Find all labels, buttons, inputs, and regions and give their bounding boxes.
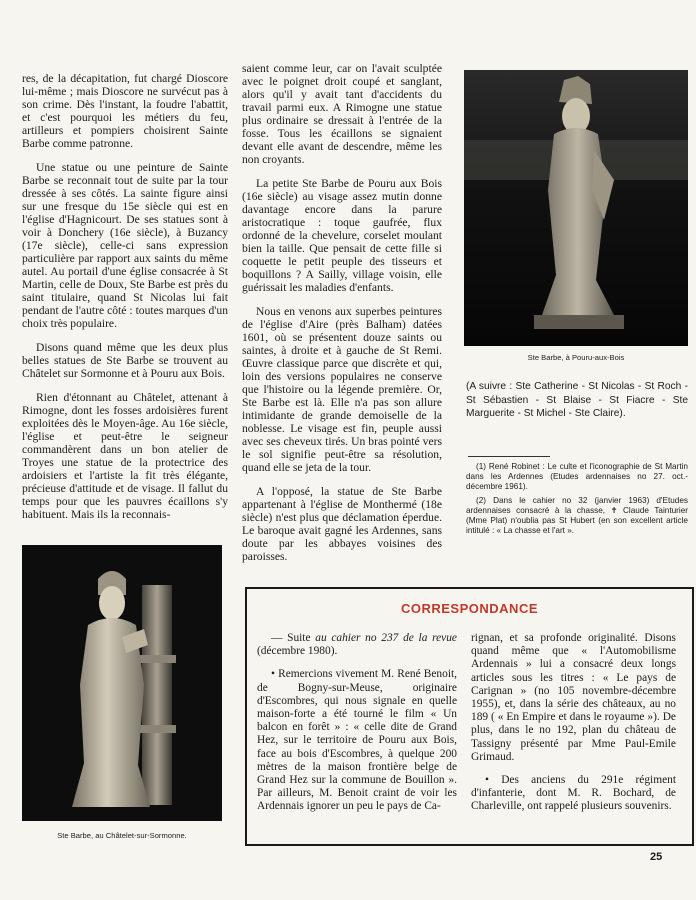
footnotes [466,462,688,540]
statue-pouru-image [464,70,688,346]
intro-prefix: — Suite [271,632,316,644]
photo-caption-pouru: Ste Barbe, à Pouru-aux-Bois [527,353,625,362]
correspondance-box [245,587,694,846]
col1-paragraph: Rien d'étonnant au Châtelet, attenant à Rimogne, dont les fosses ardoisières furent exploitées dès le Moyen-âge. Au 16e siècle, l'église et peut-être le seigneur commandèrent dans un bon atelier de Troyes une statue de la protectrice des ardoisiers et l'artiste la fit très élégante, précieuse d'attitude et de visage. Il fallut du temps pour que les pauvres écaillons s'y habituent. Mais ils la reconnais- [22,391,228,521]
correspondance-paragraph: • Remercions vivement M. René Benoit, de Bogny-sur-Meuse, originaire d'Escombres, qui nous signale en quelle maison-forte a été tourné le film « Un balcon en forêt » : « celle dite de Grand Hez, sur le territoire de Pouru aux Bois, face au bois d'Escombres, à quelque 200 mètres de la maison frontière belge de Grand Hez sur la commune de Bouillon ». Par ailleurs, M. Benoit craint de voir les Ardennais ignorer un peu le pays de Ca- [257,668,457,813]
article-column-2 [242,62,442,574]
footnote-separator [468,456,550,457]
footnote: (1) René Robinet : Le culte et l'iconographie de St Martin dans les Ardennes (Etudes ardennaises no 27. oct.-décembre 1961). [466,462,688,491]
col1-paragraph: Disons quand même que les deux plus belles statues de Ste Barbe se trouvent au Châtelet sur Sormonne et à Pouru aux Bois. [22,341,228,380]
correspondance-column-2 [471,632,676,824]
col1-paragraph: Une statue ou une peinture de Sainte Barbe se reconnait tout de suite par la tour dressée à ses côtés. La sainte figure ainsi sur une fresque du 15e siècle qui est en l'église d'Hagnicourt. De ses statues sont à voir à Donchery (16e siècle), à Buzancy (17e siècle), celle-ci sans expression particulière par rapport aux saints du même autel. Au portail d'une église consacrée à St Martin, celle de Doux, Ste Barbe est près du saint titulaire, quand St Nicolas lui fait pendant de l'autre côté : toutes marques d'un choix très populaire. [22,161,228,330]
photo-caption-chatelet: Ste Barbe, au Châtelet-sur-Sormonne. [57,831,187,840]
intro-suffix: (décembre 1980). [257,645,338,658]
to-be-continued-note: (A suivre : Ste Catherine - St Nicolas - St Roch - St Sébastien - St Blaise - St Fiacre - Ste Marguerite - St Michel - Ste Claire). [466,381,688,419]
col1-paragraph: res, de la décapitation, fut chargé Dioscore lui-même ; mais Dioscore ne survécut pas à son crime. Dès l'instant, la foudre l'abattit, et c'est pourquoi les métiers du feu, artilleurs et pompiers choisirent Sainte Barbe comme patronne. [22,72,228,150]
col2-paragraph: Nous en venons aux superbes peintures de l'église d'Aire (près Balham) datées 1601, où se présentent douze saints ou saintes, à droite et à gauche de St Remi. Œuvre classique parce que discrète et qui, loin des versions populaires ne conserve que l'histoire ou la légende première. Or, Ste Barbe est là. Elle n'a pas son allure intimidante de grande demoiselle de la noblesse. Le visage est fin, peuple aussi avec ses cheveux tirés. Un bras pointé vers le sol signifie peut-être sa résolution, quand elle se jeta de la tour. [242,305,442,474]
footnote: (2) Dans le cahier no 32 (janvier 1963) d'Etudes ardennaises consacré à la chasse, ✝ Claude Tainturier (Mme Plat) n'oublia pas St Hubert (en son excellent article intitulé : « La chasse et l'art ». [466,496,688,535]
col2-paragraph: A l'opposé, la statue de Ste Barbe appartenant à l'église de Monthermé (18e siècle) n'est plus que déclamation éperdue. Le baroque avait gagné les Ardennes, sans doute par les abbayes voisines des paroisses. [242,485,442,563]
photo-statue-chatelet [22,545,222,821]
correspondance-paragraph: • Des anciens du 291e régiment d'infanterie, dont M. R. Bochard, de Charleville, ont rappelé plusieurs souvenirs. [471,774,676,813]
correspondance-column-1 [257,632,457,824]
correspondance-title: CORRESPONDANCE [400,601,538,616]
photo-statue-pouru [464,70,688,346]
correspondance-intro [257,632,457,658]
page-number: 25 [650,851,663,863]
article-column-1 [22,72,228,532]
col2-paragraph: La petite Ste Barbe de Pouru aux Bois (16e siècle) au visage assez mutin donne davantage encore dans la parure aristocratique : toque gaufrée, flux ordonné de la chevelure, corselet moulant bien la taille. Que pensait de cette fille si coquette le petit peuple des tisseurs et boquillons ? A Sailly, village voisin, elle guérissait les maladies d'enfants. [242,177,442,294]
statue-chatelet-image [22,545,222,821]
correspondance-paragraph: rignan, et sa profonde originalité. Disons quand même que « l'Automobilisme Ardennais » lui a consacré deux longs articles sous les titres : « Le pays de Carignan » (no 105 novembre-décembre 1955), et, dans la série des châteaux, au no 189 ( « En Empire et dans le royaume »). De plus, dans le no 192, plan du château de Tassigny présenté par Mme Paul-Emile Grimaud. [471,632,676,763]
col2-paragraph: saient comme leur, car on l'avait sculptée avec le poignet droit coupé et sanglant, alors qu'il y avait tant d'accidents du travail parmi eux. A Rimogne une statue plus ordinaire se dressait à l'entrée de la fosse. Tous les écaillons se signaient devant elle avant de descendre, même les non croyants. [242,62,442,166]
intro-italic: au cahier no 237 de la revue [315,632,457,644]
